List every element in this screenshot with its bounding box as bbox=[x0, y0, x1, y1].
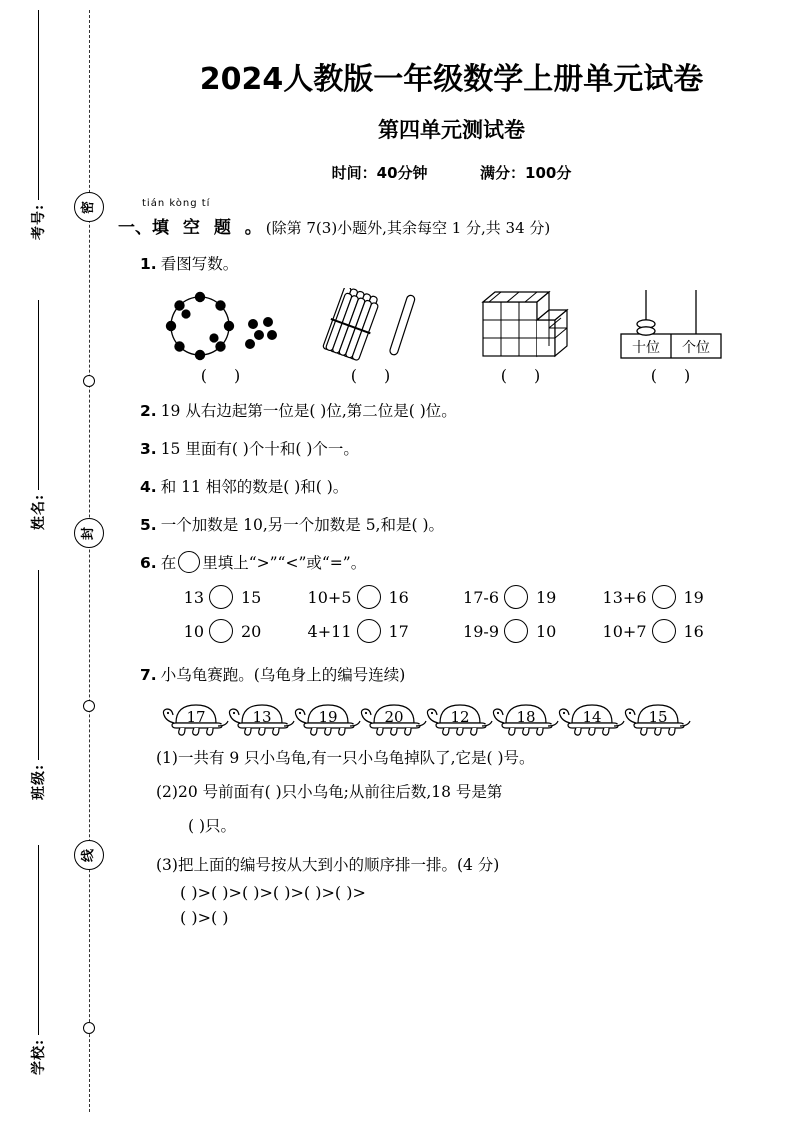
comparison-answer-circle[interactable] bbox=[357, 619, 381, 643]
turtle-icon bbox=[492, 693, 562, 737]
turtle-icon bbox=[294, 693, 364, 737]
comparison-answer-circle[interactable] bbox=[357, 585, 381, 609]
section-pinyin: tián kòng tí bbox=[142, 198, 211, 209]
question-7-sub-2-line-1[interactable]: (2)20 号前面有( )只小乌龟;从前往后数,18 号是第 bbox=[156, 782, 503, 801]
section-note: (除第 7(3)小题外,其余每空 1 分,共 34 分) bbox=[265, 219, 551, 237]
question-6-text-after: 里填上“>”“<”或“=”。 bbox=[202, 554, 367, 573]
question-2-number: 2. bbox=[140, 402, 157, 421]
comparison-item[interactable] bbox=[306, 619, 454, 643]
seal-marker-label: 线 bbox=[81, 848, 97, 862]
comparison-circle-icon bbox=[178, 551, 200, 573]
question-7-sub-2-line-2[interactable]: ( )只。 bbox=[188, 816, 237, 835]
comparison-rhs: 16 bbox=[388, 587, 409, 607]
comparison-lhs: 19-9 bbox=[463, 621, 499, 641]
question-6 bbox=[140, 551, 793, 575]
question-1-number: 1. bbox=[140, 255, 157, 273]
comparison-item[interactable] bbox=[601, 619, 749, 643]
figure-dots-answer-blank[interactable]: ( ) bbox=[200, 366, 242, 386]
turtle-icon bbox=[162, 693, 232, 737]
figure-place-value-answer-blank[interactable]: ( ) bbox=[650, 366, 692, 386]
figure-place-value bbox=[596, 286, 746, 385]
student-name-field[interactable] bbox=[28, 300, 48, 530]
comparison-rhs: 10 bbox=[536, 621, 557, 641]
question-7-sub-3: (3)把上面的编号按从大到小的顺序排一排。(4 分) bbox=[156, 855, 500, 874]
figure-cubes bbox=[446, 286, 596, 385]
section-title: 填 空 题 。 bbox=[152, 218, 266, 238]
cube-stack-icon bbox=[469, 286, 573, 364]
turtle-number: 14 bbox=[582, 708, 602, 727]
turtle-number: 12 bbox=[450, 708, 470, 727]
question-7-sub-3-blanks-line-2[interactable]: ( )>( ) bbox=[180, 908, 229, 928]
comparison-rhs: 19 bbox=[536, 587, 557, 607]
exam-number-field[interactable] bbox=[28, 10, 48, 240]
question-6-text-before: 在 bbox=[160, 554, 177, 573]
seal-marker-mi bbox=[74, 192, 104, 222]
comparison-item[interactable] bbox=[453, 619, 601, 643]
comparison-answer-circle[interactable] bbox=[504, 585, 528, 609]
time-label: 时间：40分钟 bbox=[331, 164, 428, 182]
seal-margin bbox=[0, 0, 110, 1122]
comparison-lhs: 13+6 bbox=[602, 587, 647, 607]
comparison-lhs: 13 bbox=[183, 587, 204, 607]
question-4-number: 4. bbox=[140, 478, 157, 497]
question-7-sub-3-blanks-line-1[interactable]: ( )>( )>( )>( )>( )>( )> bbox=[180, 883, 366, 903]
seal-marker-label: 密 bbox=[81, 200, 97, 214]
seal-marker-label: 封 bbox=[81, 526, 97, 540]
score-label: 满分：100分 bbox=[480, 164, 572, 182]
class-label: 班级: bbox=[31, 763, 47, 800]
school-field[interactable] bbox=[28, 845, 48, 1075]
turtle-number: 18 bbox=[516, 708, 536, 727]
class-rule bbox=[37, 570, 39, 760]
comparison-answer-circle[interactable] bbox=[209, 619, 233, 643]
comparison-answer-circle[interactable] bbox=[209, 585, 233, 609]
comparison-rhs: 20 bbox=[241, 621, 262, 641]
comparison-lhs: 17-6 bbox=[463, 587, 499, 607]
page-title: 2024人教版一年级数学上册单元试卷 bbox=[199, 62, 704, 97]
place-value-chart-icon bbox=[613, 286, 729, 364]
comparison-rhs: 17 bbox=[388, 621, 409, 641]
question-3 bbox=[140, 437, 793, 461]
seal-dashed-line bbox=[89, 10, 90, 1112]
question-1-figures bbox=[146, 286, 746, 385]
comparison-rhs: 19 bbox=[683, 587, 704, 607]
seal-marker-xian bbox=[74, 840, 104, 870]
question-4 bbox=[140, 475, 793, 499]
question-3-text[interactable]: 15 里面有( )个十和( )个一。 bbox=[160, 440, 359, 459]
student-name-label: 姓名: bbox=[31, 493, 47, 530]
exam-number-rule bbox=[37, 10, 39, 200]
question-3-number: 3. bbox=[140, 440, 157, 459]
section-heading-fill-blanks bbox=[118, 198, 793, 238]
exam-meta bbox=[110, 162, 793, 183]
question-6-row-2 bbox=[158, 619, 748, 643]
question-5-text[interactable]: 一个加数是 10,另一个加数是 5,和是( )。 bbox=[160, 516, 445, 535]
comparison-lhs: 10+5 bbox=[307, 587, 352, 607]
figure-dots bbox=[146, 286, 296, 385]
section-number: 一、 bbox=[118, 218, 152, 238]
stick-bundle-icon bbox=[316, 286, 426, 364]
turtle-number: 20 bbox=[384, 708, 404, 727]
figure-sticks bbox=[296, 286, 446, 385]
turtle-icon bbox=[558, 693, 628, 737]
comparison-rhs: 16 bbox=[683, 621, 704, 641]
comparison-answer-circle[interactable] bbox=[504, 619, 528, 643]
comparison-lhs: 10 bbox=[183, 621, 204, 641]
school-rule bbox=[37, 845, 39, 1035]
question-2 bbox=[140, 399, 793, 423]
turtle-icon bbox=[228, 693, 298, 737]
question-2-text[interactable]: 19 从右边起第一位是( )位,第二位是( )位。 bbox=[160, 402, 457, 421]
comparison-item[interactable] bbox=[306, 585, 454, 609]
dots-ring-and-loose-icon bbox=[158, 286, 284, 364]
question-5 bbox=[140, 513, 793, 537]
seal-ring-3 bbox=[83, 1022, 95, 1034]
seal-marker-feng bbox=[74, 518, 104, 548]
exam-number-label: 考号: bbox=[31, 203, 47, 240]
turtle-icon bbox=[360, 693, 430, 737]
page-subtitle: 第四单元测试卷 bbox=[378, 118, 525, 142]
turtle-icon bbox=[624, 693, 694, 737]
question-6-number: 6. bbox=[140, 554, 157, 573]
comparison-lhs: 10+7 bbox=[602, 621, 647, 641]
school-label: 学校: bbox=[31, 1038, 47, 1075]
question-4-text[interactable]: 和 11 相邻的数是( )和( )。 bbox=[160, 478, 349, 497]
svg-text:个位: 个位 bbox=[682, 340, 710, 357]
turtle-icon bbox=[426, 693, 496, 737]
comparison-item[interactable] bbox=[453, 585, 601, 609]
seal-ring-2 bbox=[83, 700, 95, 712]
student-name-rule bbox=[37, 300, 39, 490]
question-7-number: 7. bbox=[140, 666, 157, 685]
figure-sticks-answer-blank[interactable]: ( ) bbox=[350, 366, 392, 386]
turtle-number: 13 bbox=[252, 708, 272, 727]
comparison-answer-circle[interactable] bbox=[652, 585, 676, 609]
question-7 bbox=[140, 663, 793, 687]
comparison-item[interactable] bbox=[158, 619, 306, 643]
comparison-lhs: 4+11 bbox=[307, 621, 352, 641]
turtle-number: 17 bbox=[186, 708, 206, 727]
question-1-text: 看图写数。 bbox=[160, 255, 239, 273]
comparison-answer-circle[interactable] bbox=[652, 619, 676, 643]
question-5-number: 5. bbox=[140, 516, 157, 535]
question-7-sub-1[interactable]: (1)一共有 9 只小乌龟,有一只小乌龟掉队了,它是( )号。 bbox=[156, 749, 535, 768]
question-7-text: 小乌龟赛跑。(乌龟身上的编号连续) bbox=[160, 666, 406, 685]
svg-text:十位: 十位 bbox=[632, 340, 660, 357]
question-6-row-1 bbox=[158, 585, 748, 609]
comparison-item[interactable] bbox=[601, 585, 749, 609]
exam-sheet bbox=[110, 0, 793, 1122]
figure-cubes-answer-blank[interactable]: ( ) bbox=[500, 366, 542, 386]
question-7-turtles bbox=[162, 693, 793, 737]
turtle-number: 15 bbox=[648, 708, 668, 727]
class-field[interactable] bbox=[28, 570, 48, 800]
comparison-rhs: 15 bbox=[241, 587, 262, 607]
question-1 bbox=[140, 252, 793, 276]
comparison-item[interactable] bbox=[158, 585, 306, 609]
turtle-number: 19 bbox=[318, 708, 338, 727]
seal-ring-1 bbox=[83, 375, 95, 387]
